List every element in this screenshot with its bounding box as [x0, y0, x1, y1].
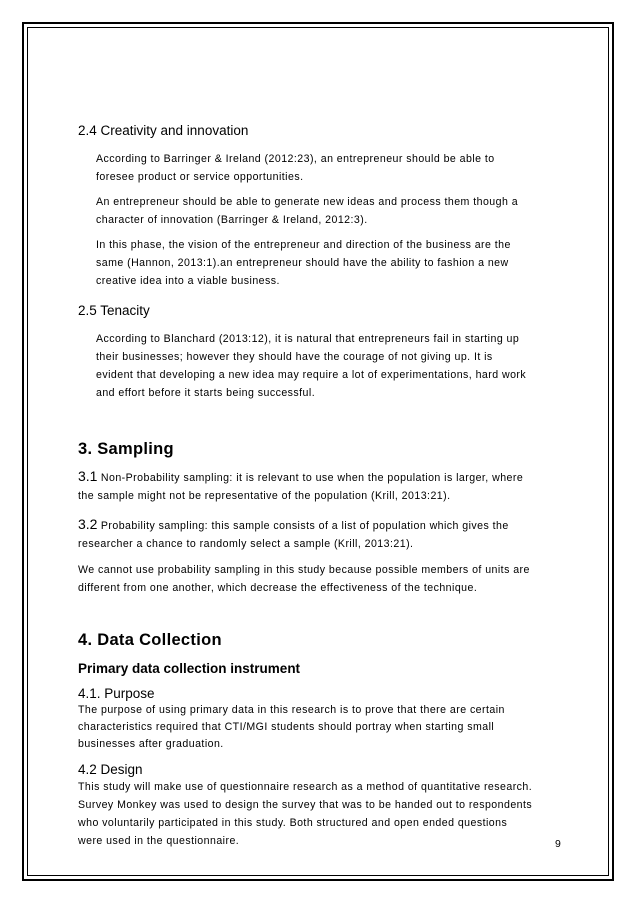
- tenacity-paragraph: [96, 330, 570, 402]
- data-collection-heading: 4. Data Collection: [78, 631, 222, 649]
- creativity-paragraph: [96, 236, 570, 290]
- text-line: [78, 467, 570, 487]
- text-line: creative idea into a viable business.: [96, 275, 280, 287]
- section-number: 3.2: [78, 516, 98, 532]
- text-line: foresee product or service opportunities.: [96, 171, 304, 183]
- text-line: We cannot use probability sampling in this study because possible members of units are: [78, 564, 530, 576]
- text-span: Non-Probability sampling: it is relevant to use when the population is larger, where: [100, 472, 524, 484]
- page-number: 9: [555, 838, 561, 850]
- text-line: An entrepreneur should be able to generate new ideas and process them though a: [96, 196, 519, 208]
- creativity-heading: 2.4 Creativity and innovation: [78, 123, 249, 138]
- text-line: Survey Monkey was used to design the survey that was to be handed out to respondents: [78, 799, 533, 811]
- section-number: 3.1: [78, 468, 98, 484]
- sampling-heading: 3. Sampling: [78, 440, 174, 458]
- text-line: evident that developing a new idea may require a lot of experimentations, hard work: [96, 369, 527, 381]
- text-line: who voluntarily participated in this study. Both structured and open ended questions: [78, 817, 508, 829]
- text-line: different from one another, which decrease the effectiveness of the technique.: [78, 582, 478, 594]
- primary-instrument-heading: Primary data collection instrument: [78, 661, 301, 676]
- design-heading: 4.2 Design: [78, 762, 143, 777]
- purpose-heading: 4.1. Purpose: [78, 686, 155, 701]
- text-line: In this phase, the vision of the entrepreneur and direction of the business are the: [96, 239, 511, 251]
- text-line: businesses after graduation.: [78, 738, 224, 750]
- creativity-paragraph: [96, 193, 570, 229]
- non-probability-paragraph: [78, 467, 570, 505]
- sampling-conclusion: [78, 561, 570, 597]
- text-line: were used in the questionnaire.: [78, 835, 240, 847]
- text-line: characteristics required that CTI/MGI students should portray when starting small: [78, 721, 495, 733]
- design-paragraph: [78, 778, 570, 850]
- text-line: According to Barringer & Ireland (2012:23), an entrepreneur should be able to: [96, 153, 495, 165]
- text-line: and effort before it starts being successful.: [96, 387, 316, 399]
- text-line: their businesses; however they should have the courage of not giving up. It is: [96, 351, 493, 363]
- text-line: researcher a chance to randomly select a sample (Krill, 2013:21).: [78, 538, 414, 550]
- text-line: [78, 515, 570, 535]
- probability-paragraph: [78, 515, 570, 553]
- document-body: [78, 122, 570, 857]
- tenacity-heading: 2.5 Tenacity: [78, 303, 150, 318]
- text-line: This study will make use of questionnaire research as a method of quantitative research.: [78, 781, 533, 793]
- purpose-paragraph: [78, 702, 570, 753]
- creativity-paragraph: [96, 150, 570, 186]
- text-line: same (Hannon, 2013:1).an entrepreneur should have the ability to fashion a new: [96, 257, 509, 269]
- text-line: the sample might not be representative of the population (Krill, 2013:21).: [78, 490, 451, 502]
- text-line: According to Blanchard (2013:12), it is natural that entrepreneurs fail in starting up: [96, 333, 520, 345]
- text-span: Probability sampling: this sample consists of a list of population which gives the: [100, 520, 509, 532]
- text-line: character of innovation (Barringer & Ireland, 2012:3).: [96, 214, 368, 226]
- text-line: The purpose of using primary data in this research is to prove that there are certain: [78, 704, 505, 716]
